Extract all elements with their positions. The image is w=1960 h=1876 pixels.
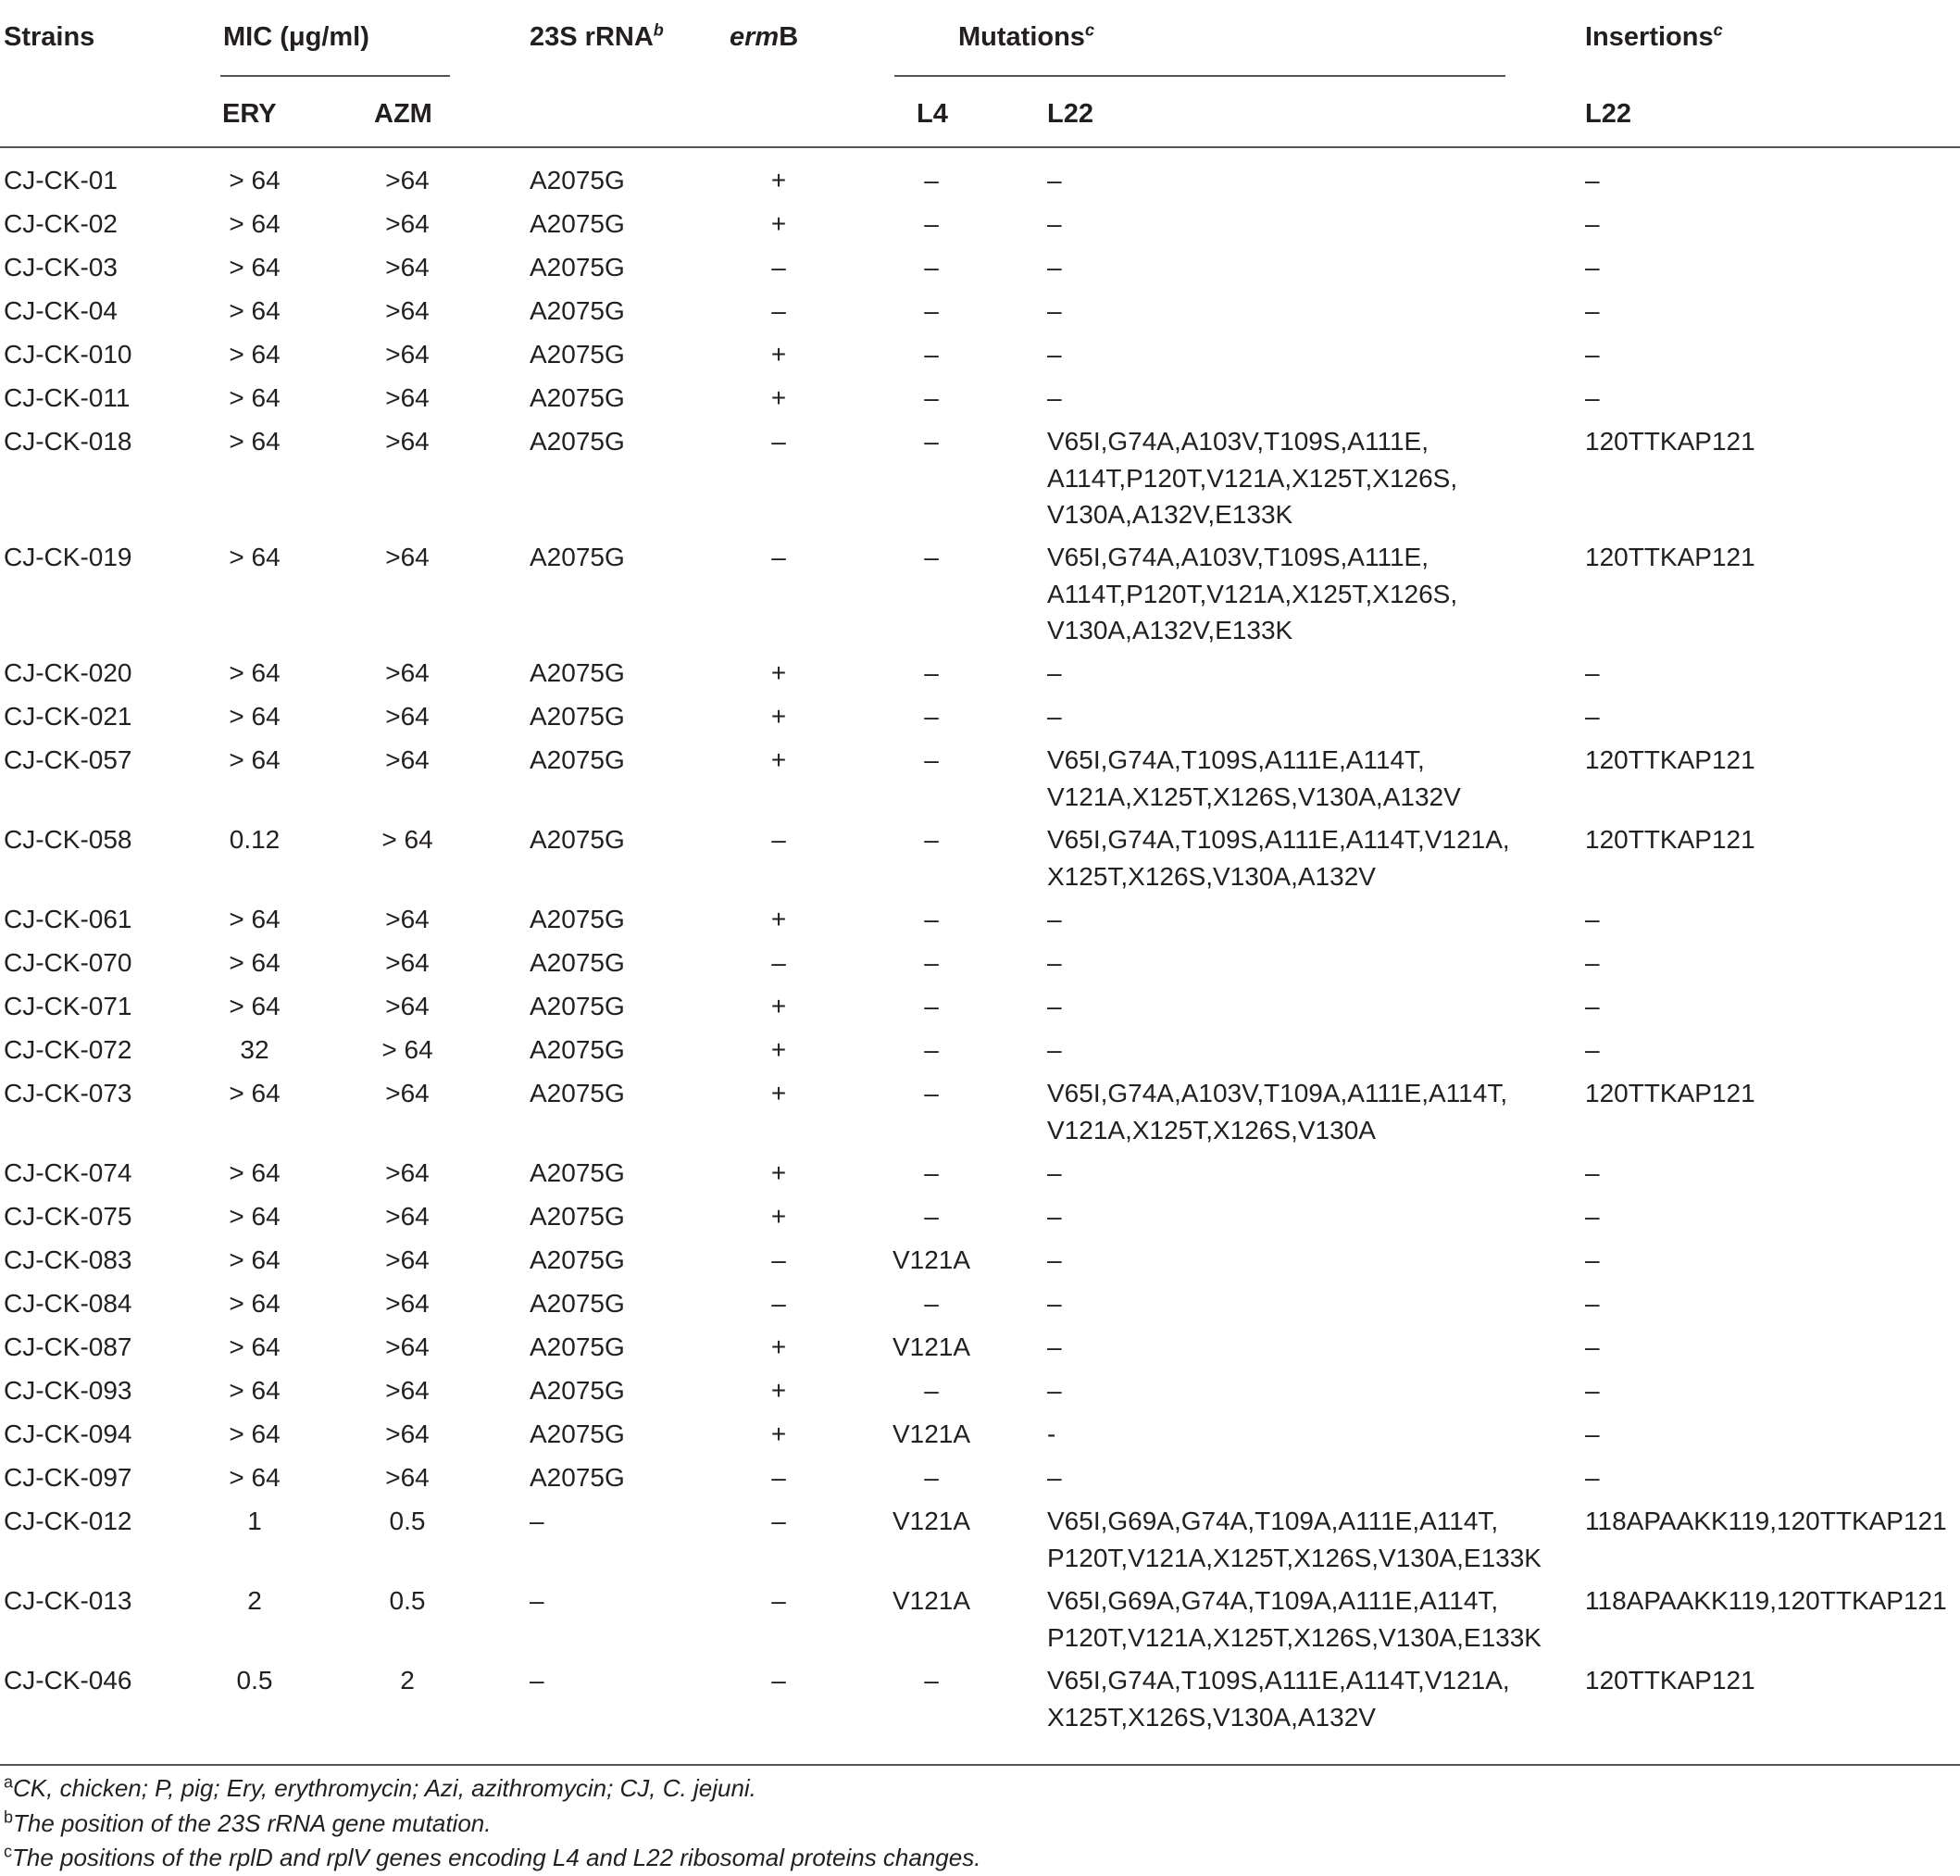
cell-ins: 120TTKAP121 bbox=[1585, 825, 1755, 854]
cell-strain: CJ-CK-04 bbox=[4, 296, 118, 325]
cell-strain: CJ-CK-046 bbox=[4, 1666, 132, 1695]
cell-l22 bbox=[1047, 1503, 1542, 1576]
cell-strain: CJ-CK-011 bbox=[4, 383, 131, 412]
cell-azm: >64 bbox=[385, 383, 430, 412]
cell-rrna: A2075G bbox=[530, 1420, 625, 1448]
cell-l4: – bbox=[924, 1289, 939, 1318]
cell-ery: > 64 bbox=[229, 1463, 281, 1492]
cell-strain: CJ-CK-058 bbox=[4, 825, 132, 854]
cell-ery: > 64 bbox=[229, 745, 281, 774]
cell-ermb: + bbox=[770, 209, 787, 238]
cell-azm: > 64 bbox=[381, 825, 433, 854]
l22-line: X125T,X126S,V130A,A132V bbox=[1047, 1702, 1376, 1732]
l22-line: – bbox=[1047, 1289, 1062, 1318]
cell-strain: CJ-CK-083 bbox=[4, 1245, 132, 1274]
cell-ins: – bbox=[1585, 905, 1600, 933]
l22-line: V65I,G74A,A103V,T109S,A111E, bbox=[1047, 427, 1429, 456]
cell-ery: > 64 bbox=[229, 1289, 281, 1318]
cell-rrna: A2075G bbox=[530, 296, 625, 325]
cell-rrna: A2075G bbox=[530, 1158, 625, 1187]
l22-line: – bbox=[1047, 209, 1062, 238]
cell-ins: 118APAAKK119,120TTKAP121 bbox=[1585, 1507, 1947, 1535]
l22-line: – bbox=[1047, 1245, 1062, 1274]
cell-ins: 120TTKAP121 bbox=[1585, 1079, 1755, 1107]
l22-line: – bbox=[1047, 658, 1062, 687]
cell-rrna: A2075G bbox=[530, 383, 625, 412]
cell-l4: – bbox=[924, 253, 939, 281]
cell-l4: – bbox=[924, 209, 939, 238]
cell-ins: – bbox=[1585, 1463, 1600, 1492]
mic-group-rule bbox=[220, 75, 450, 77]
l22-line: P120T,V121A,X125T,X126S,V130A,E133K bbox=[1047, 1622, 1542, 1652]
cell-ins: – bbox=[1585, 383, 1600, 412]
cell-strain: CJ-CK-057 bbox=[4, 745, 132, 774]
cell-ins: – bbox=[1585, 1158, 1600, 1187]
cell-ins: – bbox=[1585, 1035, 1600, 1064]
cell-l4: – bbox=[924, 296, 939, 325]
cell-ermb: – bbox=[771, 253, 786, 281]
header-23s-rrna: 23S rRNA$^b$ bbox=[530, 20, 664, 52]
cell-ermb: – bbox=[771, 1463, 786, 1492]
cell-ins: – bbox=[1585, 1289, 1600, 1318]
l22-line: V65I,G74A,T109S,A111E,A114T, bbox=[1047, 745, 1425, 774]
cell-azm: >64 bbox=[385, 253, 430, 281]
cell-rrna: A2075G bbox=[530, 825, 625, 854]
header-mutations: Mutations$^c$ bbox=[958, 20, 1094, 52]
cell-ermb: + bbox=[770, 1376, 787, 1405]
cell-l4: – bbox=[924, 427, 939, 456]
cell-ery: > 64 bbox=[229, 543, 281, 571]
l22-line: V130A,A132V,E133K bbox=[1047, 500, 1293, 529]
cell-l4: – bbox=[924, 658, 939, 687]
cell-ery: > 64 bbox=[229, 1376, 281, 1405]
cell-rrna: A2075G bbox=[530, 1035, 625, 1064]
cell-ermb: – bbox=[771, 427, 786, 456]
cell-l22 bbox=[1047, 698, 1062, 735]
cell-l4: – bbox=[924, 992, 939, 1020]
header-insertions: Insertions$^c$ bbox=[1585, 20, 1723, 52]
cell-ery: > 64 bbox=[229, 296, 281, 325]
cell-l22 bbox=[1047, 1329, 1062, 1366]
cell-ermb: – bbox=[771, 1245, 786, 1274]
cell-strain: CJ-CK-018 bbox=[4, 427, 132, 456]
cell-l22 bbox=[1047, 1198, 1062, 1235]
cell-azm: >64 bbox=[385, 1158, 430, 1187]
cell-azm: 0.5 bbox=[389, 1507, 426, 1535]
header-bottom-rule bbox=[0, 146, 1960, 148]
l22-line: V65I,G69A,G74A,T109A,A111E,A114T, bbox=[1047, 1586, 1499, 1615]
cell-ery: 1 bbox=[247, 1507, 262, 1535]
l22-line: – bbox=[1047, 1332, 1062, 1361]
cell-ermb: – bbox=[771, 1586, 786, 1615]
cell-ery: > 64 bbox=[229, 383, 281, 412]
cell-ery: > 64 bbox=[229, 427, 281, 456]
cell-ermb: + bbox=[770, 905, 787, 933]
cell-strain: CJ-CK-072 bbox=[4, 1035, 132, 1064]
cell-l4: V121A bbox=[892, 1245, 971, 1274]
l22-line: – bbox=[1047, 296, 1062, 325]
cell-l22 bbox=[1047, 336, 1062, 373]
cell-l4: – bbox=[924, 1035, 939, 1064]
cell-rrna: A2075G bbox=[530, 209, 625, 238]
cell-strain: CJ-CK-01 bbox=[4, 166, 118, 194]
cell-strain: CJ-CK-010 bbox=[4, 340, 132, 369]
cell-azm: > 64 bbox=[381, 1035, 433, 1064]
cell-ery: > 64 bbox=[229, 1332, 281, 1361]
cell-strain: CJ-CK-097 bbox=[4, 1463, 132, 1492]
cell-l4: – bbox=[924, 543, 939, 571]
footnote-c: $^c$The positions of the rplD and rplV genes encoding L4 and L22 ribosomal proteins changes. bbox=[4, 1842, 981, 1871]
header-l4: L4 bbox=[917, 99, 948, 129]
cell-azm: >64 bbox=[385, 340, 430, 369]
cell-ins: – bbox=[1585, 702, 1600, 731]
cell-azm: >64 bbox=[385, 1202, 430, 1231]
cell-rrna: – bbox=[530, 1666, 544, 1695]
cell-strain: CJ-CK-087 bbox=[4, 1332, 132, 1361]
header-ery: ERY bbox=[222, 99, 277, 129]
cell-azm: >64 bbox=[385, 658, 430, 687]
cell-ins: – bbox=[1585, 948, 1600, 977]
cell-ins: – bbox=[1585, 296, 1600, 325]
header-l22: L22 bbox=[1047, 99, 1093, 129]
cell-ins: – bbox=[1585, 1245, 1600, 1274]
cell-strain: CJ-CK-013 bbox=[4, 1586, 132, 1615]
cell-ermb: – bbox=[771, 825, 786, 854]
l22-line: – bbox=[1047, 1463, 1062, 1492]
cell-strain: CJ-CK-021 bbox=[4, 702, 132, 731]
cell-l4: – bbox=[924, 1202, 939, 1231]
cell-rrna: A2075G bbox=[530, 1376, 625, 1405]
cell-l4: – bbox=[924, 1158, 939, 1187]
footnote-a: $^a$CK, chicken; P, pig; Ery, erythromycin; Azi, azithromycin; CJ, C. jejuni. bbox=[4, 1772, 756, 1802]
cell-l22 bbox=[1047, 1582, 1542, 1656]
cell-strain: CJ-CK-02 bbox=[4, 209, 118, 238]
cell-azm: >64 bbox=[385, 296, 430, 325]
l22-line: – bbox=[1047, 1035, 1062, 1064]
cell-azm: 2 bbox=[400, 1666, 415, 1695]
cell-strain: CJ-CK-073 bbox=[4, 1079, 132, 1107]
cell-ins: 118APAAKK119,120TTKAP121 bbox=[1585, 1586, 1947, 1615]
cell-ins: 120TTKAP121 bbox=[1585, 427, 1755, 456]
cell-strain: CJ-CK-03 bbox=[4, 253, 118, 281]
cell-l22 bbox=[1047, 742, 1461, 815]
cell-azm: >64 bbox=[385, 166, 430, 194]
cell-l22 bbox=[1047, 655, 1062, 692]
cell-ermb: + bbox=[770, 702, 787, 731]
cell-ery: 32 bbox=[240, 1035, 269, 1064]
header-strains: Strains bbox=[4, 22, 95, 52]
l22-line: – bbox=[1047, 253, 1062, 281]
cell-strain: CJ-CK-061 bbox=[4, 905, 132, 933]
cell-rrna: A2075G bbox=[530, 745, 625, 774]
cell-l4: – bbox=[924, 1463, 939, 1492]
cell-ery: > 64 bbox=[229, 1202, 281, 1231]
cell-rrna: A2075G bbox=[530, 658, 625, 687]
cell-azm: >64 bbox=[385, 905, 430, 933]
cell-ins: 120TTKAP121 bbox=[1585, 1666, 1755, 1695]
cell-l22 bbox=[1047, 988, 1062, 1025]
cell-l22 bbox=[1047, 539, 1457, 649]
cell-ery: > 64 bbox=[229, 702, 281, 731]
cell-strain: CJ-CK-074 bbox=[4, 1158, 132, 1187]
cell-ery: 2 bbox=[247, 1586, 262, 1615]
cell-azm: >64 bbox=[385, 1463, 430, 1492]
cell-azm: >64 bbox=[385, 992, 430, 1020]
cell-l22 bbox=[1047, 1285, 1062, 1322]
l22-line: V121A,X125T,X126S,V130A bbox=[1047, 1115, 1376, 1144]
cell-strain: CJ-CK-071 bbox=[4, 992, 132, 1020]
cell-l22 bbox=[1047, 1372, 1062, 1409]
l22-line: V65I,G74A,A103V,T109A,A111E,A114T, bbox=[1047, 1079, 1508, 1107]
cell-l22 bbox=[1047, 1032, 1062, 1069]
cell-l22 bbox=[1047, 249, 1062, 286]
cell-rrna: – bbox=[530, 1507, 544, 1535]
cell-azm: >64 bbox=[385, 745, 430, 774]
cell-ermb: + bbox=[770, 1420, 787, 1448]
cell-strain: CJ-CK-084 bbox=[4, 1289, 132, 1318]
header-azm: AZM bbox=[374, 99, 432, 129]
cell-azm: >64 bbox=[385, 1289, 430, 1318]
cell-ery: > 64 bbox=[229, 658, 281, 687]
cell-ins: – bbox=[1585, 658, 1600, 687]
header-insertions-l22: L22 bbox=[1585, 99, 1631, 129]
cell-ins: – bbox=[1585, 253, 1600, 281]
cell-strain: CJ-CK-019 bbox=[4, 543, 132, 571]
cell-l22 bbox=[1047, 380, 1062, 417]
table-bottom-rule bbox=[0, 1764, 1960, 1766]
cell-rrna: A2075G bbox=[530, 427, 625, 456]
cell-ermb: + bbox=[770, 1035, 787, 1064]
cell-ins: – bbox=[1585, 1420, 1600, 1448]
cell-l4: V121A bbox=[892, 1586, 971, 1615]
cell-azm: >64 bbox=[385, 1376, 430, 1405]
cell-ery: > 64 bbox=[229, 253, 281, 281]
cell-l22 bbox=[1047, 293, 1062, 330]
cell-rrna: A2075G bbox=[530, 905, 625, 933]
cell-ermb: + bbox=[770, 658, 787, 687]
cell-l22 bbox=[1047, 1459, 1062, 1496]
l22-line: – bbox=[1047, 166, 1062, 194]
cell-ins: – bbox=[1585, 1202, 1600, 1231]
cell-ery: > 64 bbox=[229, 1420, 281, 1448]
cell-ermb: + bbox=[770, 1079, 787, 1107]
cell-l22 bbox=[1047, 162, 1062, 199]
l22-line: – bbox=[1047, 1376, 1062, 1405]
cell-ery: > 64 bbox=[229, 1245, 281, 1274]
cell-l4: – bbox=[924, 166, 939, 194]
l22-line: V65I,G74A,T109S,A111E,A114T,V121A, bbox=[1047, 1666, 1510, 1695]
cell-l4: – bbox=[924, 1079, 939, 1107]
l22-line: – bbox=[1047, 383, 1062, 412]
cell-rrna: A2075G bbox=[530, 166, 625, 194]
cell-l22 bbox=[1047, 821, 1510, 894]
cell-ins: – bbox=[1585, 166, 1600, 194]
cell-strain: CJ-CK-070 bbox=[4, 948, 132, 977]
cell-azm: >64 bbox=[385, 209, 430, 238]
l22-line: – bbox=[1047, 702, 1062, 731]
cell-strain: CJ-CK-075 bbox=[4, 1202, 132, 1231]
cell-ins: – bbox=[1585, 992, 1600, 1020]
l22-line: – bbox=[1047, 1202, 1062, 1231]
l22-line: V65I,G69A,G74A,T109A,A111E,A114T, bbox=[1047, 1507, 1499, 1535]
cell-azm: >64 bbox=[385, 427, 430, 456]
cell-ery: > 64 bbox=[229, 992, 281, 1020]
cell-ermb: – bbox=[771, 1507, 786, 1535]
cell-l4: – bbox=[924, 340, 939, 369]
cell-l4: – bbox=[924, 825, 939, 854]
cell-l4: – bbox=[924, 383, 939, 412]
cell-l4: – bbox=[924, 1666, 939, 1695]
cell-rrna: A2075G bbox=[530, 1245, 625, 1274]
mutations-group-rule bbox=[894, 75, 1505, 77]
cell-ermb: + bbox=[770, 1332, 787, 1361]
cell-azm: >64 bbox=[385, 1245, 430, 1274]
cell-l4: V121A bbox=[892, 1332, 971, 1361]
cell-rrna: – bbox=[530, 1586, 544, 1615]
cell-azm: >64 bbox=[385, 543, 430, 571]
cell-ermb: + bbox=[770, 1158, 787, 1187]
cell-l4: V121A bbox=[892, 1507, 971, 1535]
cell-rrna: A2075G bbox=[530, 543, 625, 571]
l22-line: - bbox=[1047, 1420, 1056, 1448]
l22-line: P120T,V121A,X125T,X126S,V130A,E133K bbox=[1047, 1543, 1542, 1572]
cell-strain: CJ-CK-012 bbox=[4, 1507, 132, 1535]
cell-rrna: A2075G bbox=[530, 948, 625, 977]
l22-line: X125T,X126S,V130A,A132V bbox=[1047, 861, 1376, 891]
cell-ins: 120TTKAP121 bbox=[1585, 543, 1755, 571]
cell-rrna: A2075G bbox=[530, 1289, 625, 1318]
cell-rrna: A2075G bbox=[530, 1463, 625, 1492]
header-mic: MIC (μg/ml) bbox=[223, 22, 369, 52]
cell-ins: 120TTKAP121 bbox=[1585, 745, 1755, 774]
cell-l4: – bbox=[924, 905, 939, 933]
cell-ermb: – bbox=[771, 1666, 786, 1695]
l22-line: V65I,G74A,A103V,T109S,A111E, bbox=[1047, 543, 1429, 571]
footnote-b: $^b$The position of the 23S rRNA gene mutation. bbox=[4, 1807, 492, 1837]
cell-ery: 0.5 bbox=[236, 1666, 273, 1695]
l22-line: – bbox=[1047, 992, 1062, 1020]
cell-l4: – bbox=[924, 702, 939, 731]
cell-ery: > 64 bbox=[229, 1158, 281, 1187]
cell-l22 bbox=[1047, 901, 1062, 938]
l22-line: – bbox=[1047, 340, 1062, 369]
cell-azm: >64 bbox=[385, 1332, 430, 1361]
l22-line: V130A,A132V,E133K bbox=[1047, 616, 1293, 644]
cell-l22 bbox=[1047, 1416, 1055, 1453]
cell-rrna: A2075G bbox=[530, 1202, 625, 1231]
cell-l4: – bbox=[924, 1376, 939, 1405]
cell-l4: – bbox=[924, 948, 939, 977]
cell-ins: – bbox=[1585, 1376, 1600, 1405]
cell-azm: >64 bbox=[385, 1079, 430, 1107]
cell-ery: > 64 bbox=[229, 905, 281, 933]
cell-l22 bbox=[1047, 206, 1062, 243]
cell-rrna: A2075G bbox=[530, 992, 625, 1020]
cell-l4: V121A bbox=[892, 1420, 971, 1448]
header-ermb: ermB bbox=[730, 22, 799, 52]
cell-l22 bbox=[1047, 1662, 1510, 1735]
l22-line: – bbox=[1047, 948, 1062, 977]
cell-ins: – bbox=[1585, 340, 1600, 369]
l22-line: A114T,P120T,V121A,X125T,X126S, bbox=[1047, 579, 1458, 608]
cell-ermb: – bbox=[771, 543, 786, 571]
cell-ermb: + bbox=[770, 166, 787, 194]
cell-ery: > 64 bbox=[229, 340, 281, 369]
l22-line: V65I,G74A,T109S,A111E,A114T,V121A, bbox=[1047, 825, 1510, 854]
cell-strain: CJ-CK-094 bbox=[4, 1420, 132, 1448]
cell-ermb: – bbox=[771, 1289, 786, 1318]
cell-ery: > 64 bbox=[229, 166, 281, 194]
cell-ery: > 64 bbox=[229, 209, 281, 238]
cell-l22 bbox=[1047, 423, 1457, 533]
cell-azm: >64 bbox=[385, 948, 430, 977]
cell-ermb: + bbox=[770, 383, 787, 412]
cell-rrna: A2075G bbox=[530, 1079, 625, 1107]
cell-azm: 0.5 bbox=[389, 1586, 426, 1615]
cell-l22 bbox=[1047, 1155, 1062, 1192]
cell-ery: 0.12 bbox=[229, 825, 281, 854]
cell-rrna: A2075G bbox=[530, 1332, 625, 1361]
cell-l4: – bbox=[924, 745, 939, 774]
cell-rrna: A2075G bbox=[530, 702, 625, 731]
cell-ery: > 64 bbox=[229, 948, 281, 977]
cell-azm: >64 bbox=[385, 1420, 430, 1448]
cell-ermb: + bbox=[770, 1202, 787, 1231]
cell-strain: CJ-CK-093 bbox=[4, 1376, 132, 1405]
cell-ermb: + bbox=[770, 992, 787, 1020]
cell-l22 bbox=[1047, 1242, 1062, 1279]
cell-ins: – bbox=[1585, 209, 1600, 238]
cell-ery: > 64 bbox=[229, 1079, 281, 1107]
cell-ermb: + bbox=[770, 745, 787, 774]
l22-line: V121A,X125T,X126S,V130A,A132V bbox=[1047, 782, 1461, 811]
cell-l22 bbox=[1047, 1075, 1507, 1148]
cell-rrna: A2075G bbox=[530, 253, 625, 281]
cell-ermb: – bbox=[771, 296, 786, 325]
cell-ins: – bbox=[1585, 1332, 1600, 1361]
cell-rrna: A2075G bbox=[530, 340, 625, 369]
cell-azm: >64 bbox=[385, 702, 430, 731]
cell-strain: CJ-CK-020 bbox=[4, 658, 132, 687]
cell-ermb: – bbox=[771, 948, 786, 977]
cell-l22 bbox=[1047, 944, 1062, 982]
l22-line: – bbox=[1047, 905, 1062, 933]
l22-line: A114T,P120T,V121A,X125T,X126S, bbox=[1047, 463, 1458, 493]
l22-line: – bbox=[1047, 1158, 1062, 1187]
cell-ermb: + bbox=[770, 340, 787, 369]
